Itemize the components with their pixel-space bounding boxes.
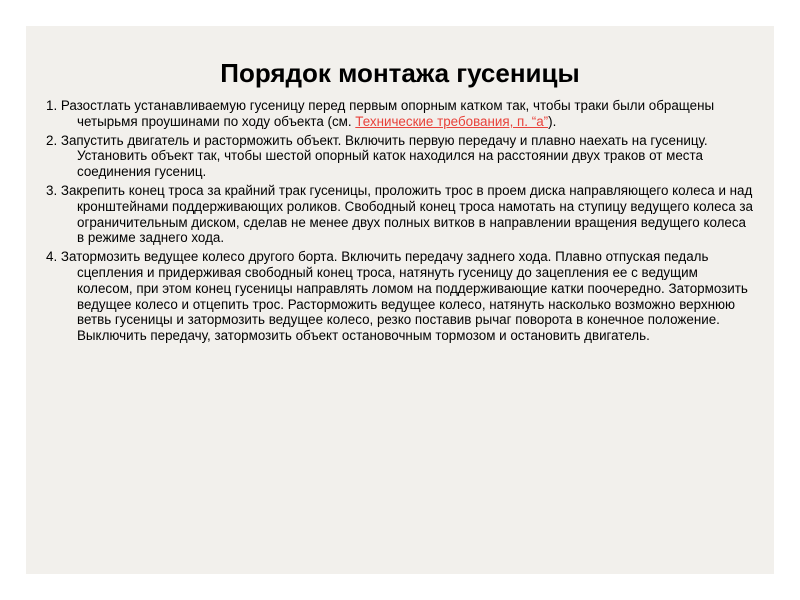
slide <box>26 26 774 574</box>
step-4: 4. Затормозить ведущее колесо другого борта. Включить передачу заднего хода. Плавно отпуская педаль сцепления и придерживая свободный конец троса, натянуть гусеницу до зацепления ее с ведущим колесом, при этом конец гусеницы направлять ломом на поддерживающие катки поочередно. Затормозить ведущее колесо и отцепить трос. Расторможить ведущее колесо, натянуть насколько возможно верхнюю ветвь гусеницы и затормозить ведущее колесо, резко поставив рычаг поворота в конечное положение. Выключить передачу, затормозить объект остановочным тормозом и остановить двигатель. <box>46 249 748 344</box>
step-3: 3. Закрепить конец троса за крайний трак гусеницы, проложить трос в проем диска направляющего колеса и над кронштейнами поддерживающих роликов. Свободный конец троса намотать на ступицу ведущего колеса за ограничительным диском, сделав не менее двух полных витков в направлении вращения ведущего колеса в режиме заднего хода. <box>46 182 753 246</box>
instruction-steps <box>46 98 754 347</box>
step-1-text-after: ). <box>548 113 557 129</box>
step-1-text-before: 1. Разостлать устанавливаемую гусеницу перед первым опорным катком так, чтобы траки были обращены четырьмя проушинами по ходу объекта (см. <box>46 98 715 129</box>
step-2: 2. Запустить двигатель и расторможить объект. Включить первую передачу и плавно наехать на гусеницу. Установить объект так, чтобы шестой опорный каток находился на расстоянии двух траков от места соединения гусениц. <box>46 132 708 180</box>
technical-requirements-link[interactable]: Технические требования, п. “а” <box>355 113 549 129</box>
slide-title: Порядок монтажа гусеницы <box>220 58 580 88</box>
step-1 <box>46 98 754 130</box>
